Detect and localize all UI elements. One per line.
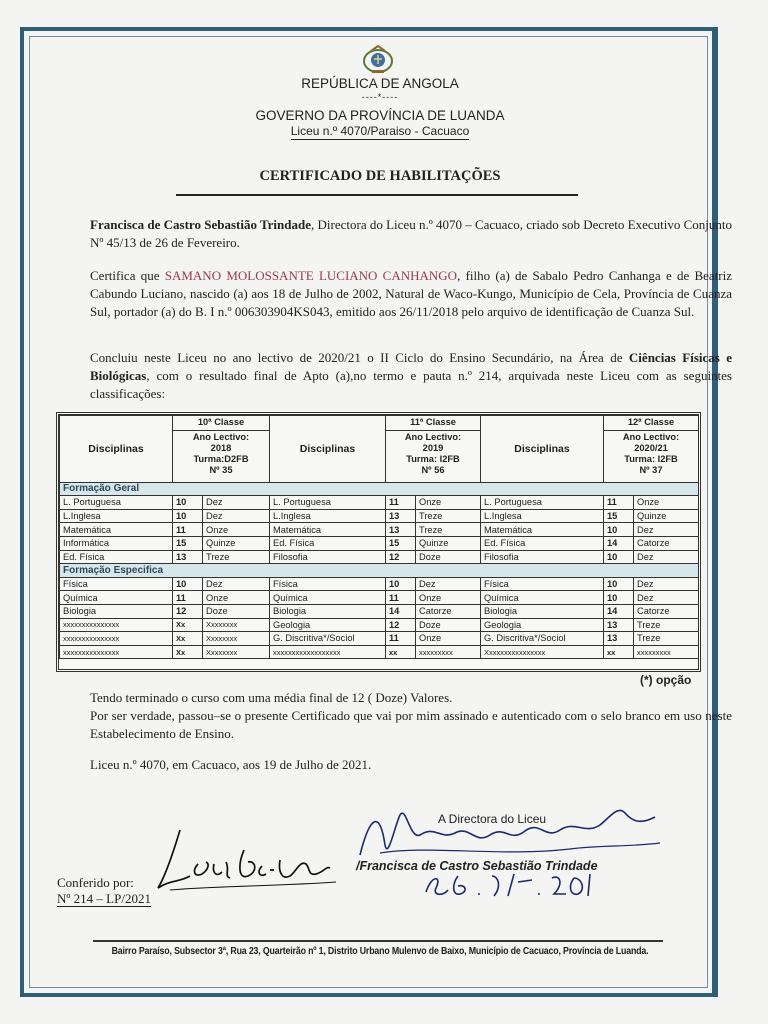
grade-cell: 13	[604, 632, 634, 646]
class-12-info: Ano Lectivo: 2020/21 Turma: I2FB Nº 37	[604, 430, 699, 482]
document-title: CERTIFICADO DE HABILITAÇÕES	[259, 168, 501, 184]
table-row	[60, 509, 699, 523]
disciplines-header: Disciplinas	[481, 416, 604, 483]
grade-words-cell: Treze	[634, 618, 699, 632]
subject-cell: Xxxxxxxxxxxxxxxx	[481, 645, 604, 659]
grade-words-cell: Treze	[634, 632, 699, 646]
grade-cell: 11	[173, 591, 203, 605]
grade-cell: 10	[173, 577, 203, 591]
subject-cell: G. Discritiva*/Sociol	[481, 632, 604, 646]
grade-words-cell: Onze	[203, 591, 270, 605]
checked-by-block	[57, 875, 151, 907]
subject-cell: Filosofia	[481, 550, 604, 564]
grade-words-cell: Onze	[416, 632, 481, 646]
grade-words-cell: Onze	[416, 591, 481, 605]
subject-cell: Biologia	[60, 604, 173, 618]
grade-cell: 15	[173, 536, 203, 550]
subject-cell: xxxxxxxxxxxxxxx	[60, 632, 173, 646]
grade-cell: 11	[386, 591, 416, 605]
checked-by-label: Conferido por:	[57, 875, 134, 890]
subject-cell: Matemática	[481, 523, 604, 537]
handwritten-date	[418, 862, 598, 904]
subject-cell: Ed. Física	[481, 536, 604, 550]
class-10-title: 10ª Classe	[173, 416, 270, 431]
subject-cell: Física	[270, 577, 386, 591]
subject-cell: G. Discritiva*/Sociol	[270, 632, 386, 646]
subject-cell: xxxxxxxxxxxxxxx	[60, 618, 173, 632]
subject-cell: L. Portuguesa	[60, 496, 173, 510]
grade-words-cell: Doze	[416, 550, 481, 564]
country-heading: REPÚBLICA DE ANGOLA	[301, 76, 459, 91]
grade-words-cell: Onze	[634, 496, 699, 510]
grade-words-cell: Treze	[416, 523, 481, 537]
grade-cell: 10	[173, 509, 203, 523]
subject-cell: Biologia	[481, 604, 604, 618]
director-name: Francisca de Castro Sebastião Trindade	[90, 217, 312, 232]
table-row	[60, 550, 699, 564]
grade-words-cell: Dez	[634, 577, 699, 591]
grade-words-cell: Catorze	[634, 536, 699, 550]
subject-cell: Geologia	[481, 618, 604, 632]
grade-words-cell: Doze	[203, 604, 270, 618]
subject-cell: Química	[270, 591, 386, 605]
grade-cell: Xx	[173, 645, 203, 659]
header-separator: ----*----	[361, 92, 399, 102]
subject-cell: L.Inglesa	[481, 509, 604, 523]
subject-cell: Geologia	[270, 618, 386, 632]
table-row	[60, 523, 699, 537]
grade-cell: 11	[604, 496, 634, 510]
grade-cell: 12	[386, 550, 416, 564]
table-row	[60, 496, 699, 510]
record-number: Nº 214 – LP/2021	[57, 891, 151, 906]
table-row	[60, 536, 699, 550]
director-role: A Directora do Liceu	[438, 812, 547, 826]
subject-cell: L.Inglesa	[60, 509, 173, 523]
class-11-title: 11ª Classe	[386, 416, 481, 431]
concluded-paragraph: Concluiu neste Liceu no ano lectivo de 2020/21 o II Ciclo do Ensino Secundário, na Área de Ciências Físicas e Biológicas, com o resultado final de Apto (a),no termo e pauta n.º 214, arquivada neste Liceu com as seguintes classificações:	[90, 350, 733, 401]
grade-cell: 10	[604, 577, 634, 591]
coat-of-arms-icon	[361, 44, 395, 74]
grade-cell: 14	[386, 604, 416, 618]
grade-words-cell: Dez	[203, 509, 270, 523]
grade-cell: 13	[173, 550, 203, 564]
table-row	[60, 618, 699, 632]
student-name: SAMANO MOLOSSANTE LUCIANO CANHANGO	[164, 268, 458, 283]
subject-cell: Física	[481, 577, 604, 591]
grade-words-cell: Xxxxxxxx	[203, 632, 270, 646]
director-printed-name: /Francisca de Castro Sebastião Trindade	[356, 859, 598, 873]
grade-words-cell: Dez	[203, 577, 270, 591]
footer-rule	[93, 940, 663, 942]
grade-words-cell: Treze	[416, 509, 481, 523]
grade-words-cell: Xxxxxxxx	[203, 618, 270, 632]
grade-words-cell: xxxxxxxxx	[416, 645, 481, 659]
subject-cell: Informática	[60, 536, 173, 550]
option-footnote: (*) opção	[640, 673, 692, 687]
truth-statement: Por ser verdade, passou–se o presente Certificado que vai por mim assinado e autenticado com o selo branco em uso neste Estabelecimento de Ensino.	[90, 708, 732, 741]
grade-words-cell: Dez	[634, 591, 699, 605]
subject-cell: xxxxxxxxxxxxxxx	[60, 645, 173, 659]
checker-signature	[140, 820, 340, 900]
grade-cell: xx	[604, 645, 634, 659]
grade-words-cell: Onze	[203, 523, 270, 537]
subject-cell: Química	[481, 591, 604, 605]
grade-cell: 15	[604, 509, 634, 523]
grade-cell: 14	[604, 604, 634, 618]
disciplines-header: Disciplinas	[270, 416, 386, 483]
grade-cell: 11	[173, 523, 203, 537]
section-general-header: Formação Geral	[60, 482, 699, 496]
subject-cell: Filosofia	[270, 550, 386, 564]
director-signature	[340, 795, 680, 865]
subject-cell: Ed. Física	[60, 550, 173, 564]
class-11-info: Ano Lectivo: 2019 Turma: I2FB Nº 56	[386, 430, 481, 482]
grade-words-cell: Catorze	[416, 604, 481, 618]
grade-words-cell: Catorze	[634, 604, 699, 618]
place-date: Liceu n.º 4070, em Cacuaco, aos 19 de Julho de 2021.	[90, 757, 372, 772]
grade-cell: 11	[386, 496, 416, 510]
grade-words-cell: Dez	[634, 523, 699, 537]
subject-cell: Matemática	[270, 523, 386, 537]
title-underline	[176, 194, 578, 196]
section-specific-header: Formação Especifica	[60, 564, 699, 578]
grade-cell: 13	[604, 618, 634, 632]
subject-cell: L. Portuguesa	[270, 496, 386, 510]
grade-cell: 10	[173, 496, 203, 510]
table-row	[60, 604, 699, 618]
government-heading: GOVERNO DA PROVÍNCIA DE LUANDA	[255, 108, 505, 123]
subject-cell: Ed. Física	[270, 536, 386, 550]
grade-cell: 12	[386, 618, 416, 632]
subject-cell: Química	[60, 591, 173, 605]
table-row	[60, 632, 699, 646]
grade-cell: 15	[386, 536, 416, 550]
grade-words-cell: Xxxxxxxx	[203, 645, 270, 659]
grade-cell: Xx	[173, 632, 203, 646]
footer-address: Bairro Paraíso, Subsector 3ª, Rua 23, Quarteirão nº 1, Distrito Urbano Mulenvo de Baixo, Município de Cacuaco, Província de Luanda.	[111, 945, 649, 957]
grade-cell: 10	[604, 550, 634, 564]
subject-cell: L. Portuguesa	[481, 496, 604, 510]
grade-words-cell: Dez	[416, 577, 481, 591]
subject-cell: Biologia	[270, 604, 386, 618]
course-area: Ciências Físicas e Biológicas	[90, 350, 733, 383]
grade-cell: 13	[386, 509, 416, 523]
average-statement: Tendo terminado o curso com uma média final de 12 ( Doze) Valores.	[90, 690, 453, 705]
class-10-info: Ano Lectivo: 2018 Turma:D2FB Nº 35	[173, 430, 270, 482]
grade-cell: xx	[386, 645, 416, 659]
grade-cell: Xx	[173, 618, 203, 632]
grade-cell: 11	[386, 632, 416, 646]
grade-words-cell: Quinze	[203, 536, 270, 550]
class-12-title: 12ª Classe	[604, 416, 699, 431]
grade-words-cell: Quinze	[634, 509, 699, 523]
grade-words-cell: Quinze	[416, 536, 481, 550]
grades-table	[56, 412, 701, 672]
grade-cell: 13	[386, 523, 416, 537]
grade-words-cell: Dez	[634, 550, 699, 564]
grade-words-cell: Dez	[203, 496, 270, 510]
subject-cell: Física	[60, 577, 173, 591]
table-row	[60, 645, 699, 659]
subject-cell: L.Inglesa	[270, 509, 386, 523]
grade-cell: 14	[604, 536, 634, 550]
school-heading: Liceu n.º 4070/Paraiso - Cacuaco	[290, 124, 470, 138]
grade-words-cell: Treze	[203, 550, 270, 564]
intro-paragraph: Francisca de Castro Sebastião Trindade, Directora do Liceu n.º 4070 – Cacuaco, criado sob Decreto Executivo Conjunto Nº 45/13 de 26 de Fevereiro.	[90, 217, 732, 250]
grade-cell: 10	[604, 591, 634, 605]
table-row	[60, 577, 699, 591]
grade-cell: 12	[173, 604, 203, 618]
table-row	[60, 591, 699, 605]
grade-words-cell: Doze	[416, 618, 481, 632]
grade-cell: 10	[386, 577, 416, 591]
grade-words-cell: xxxxxxxxx	[634, 645, 699, 659]
subject-cell: xxxxxxxxxxxxxxxxxx	[270, 645, 386, 659]
grade-words-cell: Onze	[416, 496, 481, 510]
grade-cell: 10	[604, 523, 634, 537]
subject-cell: Matemática	[60, 523, 173, 537]
disciplines-header: Disciplinas	[60, 416, 173, 483]
certifies-paragraph: Certifica que SAMANO MOLOSSANTE LUCIANO CANHANGO, filho (a) de Sabalo Pedro Canhanga e de Beatriz Cabundo Luciano, nascido (a) aos 18 de Julho de 2002, Natural de Waco-Kungo, Município de Cela, Província de Cuanza Sul, portador (a) do B. I n.º 006303904KS043, emitido aos 26/11/2018 pelo arquivo de identificação de Cuanza Sul.	[90, 268, 732, 319]
